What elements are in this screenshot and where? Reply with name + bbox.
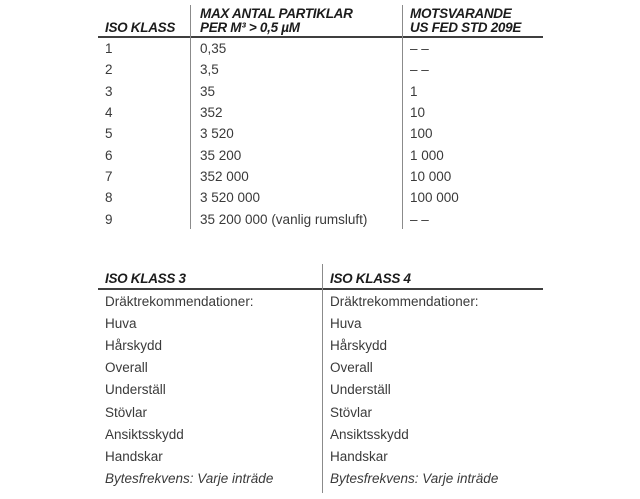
header-line: MOTSVARANDE — [410, 6, 512, 21]
table-row — [98, 208, 543, 229]
cell-max-particles: 35 — [200, 83, 216, 99]
cell-max-particles: 0,35 — [200, 41, 227, 57]
table-row — [98, 144, 543, 165]
table-row — [98, 187, 543, 208]
column-header-iso-klass — [98, 0, 190, 36]
cell-fed-std: – – — [410, 62, 429, 78]
cell-max-particles: 3 520 000 — [200, 190, 261, 206]
table-row — [98, 166, 543, 187]
cell-iso-klass-3: Overall — [105, 360, 148, 376]
cell-max-particles: 352 — [200, 105, 223, 121]
cell-iso-klass: 5 — [105, 126, 113, 142]
cell-fed-std: – – — [410, 41, 429, 57]
cell-iso-klass-4: Ansiktsskydd — [330, 426, 409, 442]
table-row — [98, 401, 543, 423]
header-line: US FED STD 209E — [410, 19, 522, 35]
cell-iso-klass-3: Hårskydd — [105, 337, 163, 353]
table-row — [98, 59, 543, 80]
cell-iso-klass-3: Handskar — [105, 448, 163, 464]
table-row — [98, 102, 543, 123]
cell-max-particles: 3,5 — [200, 62, 219, 78]
column-header-iso-klass-4 — [322, 264, 543, 288]
cell-iso-klass-3: Huva — [105, 315, 137, 331]
header-line: MAX ANTAL PARTIKLAR — [200, 6, 353, 21]
header-line: ISO KLASS 3 — [105, 270, 186, 286]
cell-fed-std: 10 — [410, 105, 426, 121]
header-line: ISO KLASS 4 — [330, 270, 411, 286]
table-row — [98, 379, 543, 401]
cell-iso-klass: 7 — [105, 168, 113, 184]
cell-iso-klass: 2 — [105, 62, 113, 78]
header-line: PER M³ > 0,5 µM — [200, 19, 300, 35]
iso-class-table — [98, 0, 543, 231]
cell-iso-klass: 9 — [105, 211, 113, 227]
cell-iso-klass: 4 — [105, 105, 113, 121]
table-row — [98, 468, 543, 490]
cell-iso-klass-3: Ansiktsskydd — [105, 426, 184, 442]
cell-iso-klass: 8 — [105, 190, 113, 206]
cell-iso-klass: 6 — [105, 147, 113, 163]
table-row — [98, 334, 543, 356]
garment-table-body — [98, 290, 543, 490]
column-header-motsvarande-us-fed-std — [402, 0, 543, 36]
column-header-max-antal-partiklar — [190, 0, 402, 36]
cell-iso-klass-3: Stövlar — [105, 404, 148, 420]
cell-iso-klass-4: Huva — [330, 315, 362, 331]
column-header-iso-klass-3 — [98, 264, 322, 288]
cell-iso-klass-4: Hårskydd — [330, 337, 388, 353]
cell-fed-std: 100 — [410, 126, 433, 142]
cell-iso-klass: 3 — [105, 83, 113, 99]
header-line: ISO KLASS — [105, 19, 176, 35]
table-row — [98, 81, 543, 102]
cell-iso-klass-3: Underställ — [105, 382, 166, 398]
table-row — [98, 38, 543, 59]
garment-recommendation-table — [98, 264, 543, 499]
cell-fed-std: 100 000 — [410, 190, 459, 206]
cell-fed-std: 10 000 — [410, 168, 452, 184]
cell-iso-klass-4: Dräktrekommendationer: — [330, 293, 479, 309]
iso-class-table-body — [98, 38, 543, 230]
cell-fed-std: – – — [410, 211, 429, 227]
table-row — [98, 290, 543, 312]
cell-iso-klass-4: Stövlar — [330, 404, 373, 420]
iso-class-table-header — [98, 0, 543, 36]
garment-table-header — [98, 264, 543, 288]
table-row — [98, 312, 543, 334]
table-row — [98, 357, 543, 379]
cell-max-particles: 352 000 — [200, 168, 249, 184]
cell-iso-klass-3: Bytesfrekvens: Varje inträde — [105, 471, 274, 487]
cell-iso-klass-4: Handskar — [330, 448, 388, 464]
cell-max-particles: 35 200 000 (vanlig rumsluft) — [200, 211, 368, 227]
table-row — [98, 445, 543, 467]
cell-iso-klass-3: Dräktrekommendationer: — [105, 293, 254, 309]
cell-iso-klass-4: Overall — [330, 360, 373, 376]
table-row — [98, 423, 543, 445]
table-row — [98, 123, 543, 144]
cell-fed-std: 1 — [410, 83, 418, 99]
cell-max-particles: 35 200 — [200, 147, 242, 163]
cell-iso-klass: 1 — [105, 41, 113, 57]
cell-fed-std: 1 000 — [410, 147, 444, 163]
cell-iso-klass-4: Bytesfrekvens: Varje inträde — [330, 471, 499, 487]
cell-iso-klass-4: Underställ — [330, 382, 391, 398]
cell-max-particles: 3 520 — [200, 126, 234, 142]
